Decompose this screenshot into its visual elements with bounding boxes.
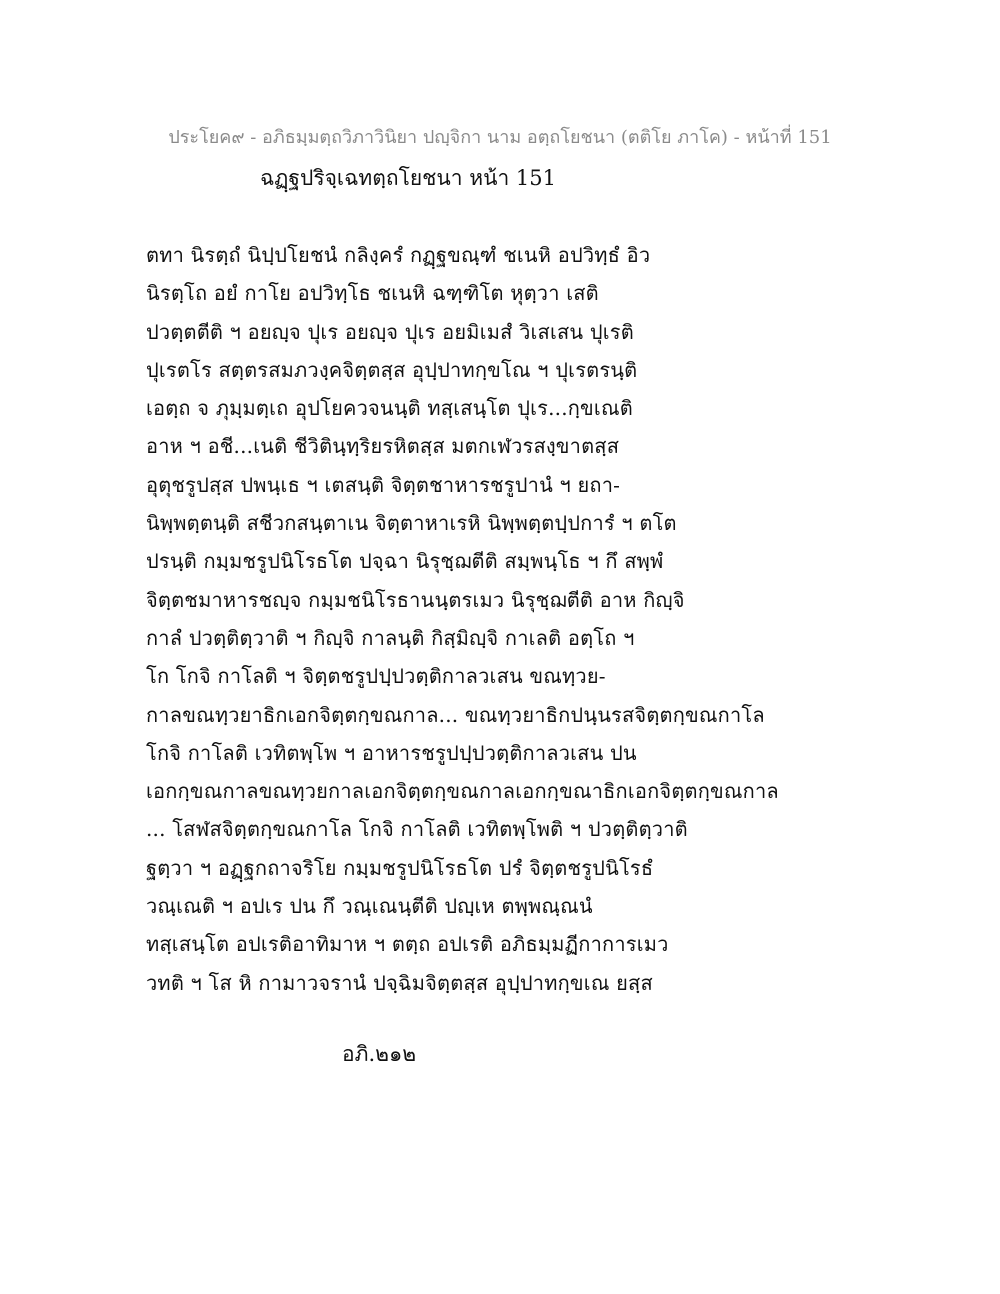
text-line: นิพฺพตฺตนฺติ สชีวกสนฺตาเน จิตฺตาหาเรหิ นิพฺพตฺตปฺปการํ ฯ ตโต — [146, 511, 677, 536]
text-line: วทติ ฯ โส หิ กามาวจรานํ ปจฺฉิมจิตฺตสฺส อุปฺปาทกฺขเณ ยสฺส — [146, 970, 653, 995]
text-line: ... โสฬสจิตฺตกฺขณกาโล โกจิ กาโลติ เวทิตพฺโพติ ฯ ปวตฺติตฺวาติ — [146, 817, 688, 842]
body-text — [146, 240, 779, 1006]
text-line: ปุเรตโร สตฺตรสมภวงฺคจิตฺตสฺส อุปฺปาทกฺขโณ ฯ ปุเรตรนฺติ — [146, 357, 638, 382]
text-line: นิรตฺโถ อยํ กาโย อปวิทฺโธ ชเนหิ ฉฑฺฑิโต หุตฺวา เสติ — [146, 281, 599, 306]
text-line: อาห ฯ อชี...เนติ ชีวิตินฺทฺริยรหิตสฺส มตกเฬวรสงฺขาตสฺส — [146, 434, 620, 459]
text-line: ฐตฺวา ฯ อฏฺฐกถาจริโย กมฺมชรูปนิโรธโต ปรํ จิตฺตชรูปนิโรธํ — [146, 855, 654, 880]
text-line: กาลขณทฺวยาธิกเอกจิตฺตกฺขณกาล... ขณทฺวยาธิกปนฺนรสจิตฺตกฺขณกาโล — [146, 702, 765, 727]
running-header: ประโยค๙ - อภิธมฺมตฺถวิภาวินิยา ปญฺจิกา นาม อตฺถโยชนา (ตติโย ภาโค) - หน้าที่ 151 — [168, 127, 832, 148]
text-line: กาลํ ปวตฺติตฺวาติ ฯ กิญฺจิ กาลนฺติ กิสฺมิญฺจิ กาเลติ อตฺโถ ฯ — [146, 625, 635, 650]
text-line: ตทา นิรตฺถํ นิปฺปโยชนํ กลิงฺครํ กฏฺฐขณฺฑํ ชเนหิ อปวิทฺธํ อิว — [146, 243, 651, 267]
text-line: เอตฺถ จ ภุมฺมตฺเถ อุปโยควจนนฺติ ทสฺเสนฺโต ปุเร...กฺขเณติ — [146, 396, 633, 421]
text-line: ปวตฺตตีติ ฯ อยญฺจ ปุเร อยญฺจ ปุเร อยมิเมสํ วิเสเสน ปุเรติ — [146, 319, 634, 344]
text-line: ปรนฺติ กมฺมชรูปนิโรธโต ปจฺฉา นิรุชฺฌตีติ สมฺพนฺโธ ฯ กึ สพฺพํ — [146, 549, 664, 574]
text-line: ทสฺเสนฺโต อปเรติอาทิมาห ฯ ตตฺถ อปเรติ อภิธมฺมฏีกาการเมว — [146, 932, 669, 957]
page-reference: อภิ.๒๑๒ — [342, 1042, 417, 1066]
text-line: จิตฺตชมาหารชญฺจ กมฺมชนิโรธานนฺตรเมว นิรุชฺฌตีติ อาห กิญฺจิ — [146, 587, 685, 612]
section-title: ฉฏฺฐปริจฺเฉทตฺถโยชนา หน้า 151 — [260, 166, 556, 190]
text-line: วณฺเณติ ฯ อปเร ปน กึ วณฺเณนฺตีติ ปญฺเห ตพฺพณฺณนํ — [146, 894, 593, 919]
text-line: อุตุชรูปสฺส ปพนฺเธ ฯ เตสนฺติ จิตฺตชาหารชรูปานํ ฯ ยถา- — [146, 472, 621, 497]
text-line: โกจิ กาโลติ เวทิตพฺโพ ฯ อาหารชรูปปฺปวตฺติกาลวเสน ปน — [146, 740, 637, 765]
text-line: โก โกจิ กาโลติ ฯ จิตฺตชรูปปฺปวตฺติกาลวเสน ขณทฺวย- — [146, 664, 606, 689]
text-line: เอกกฺขณกาลขณทฺวยกาลเอกจิตฺตกฺขณกาลเอกกฺขณาธิกเอกจิตฺตกฺขณกาล — [146, 779, 779, 804]
